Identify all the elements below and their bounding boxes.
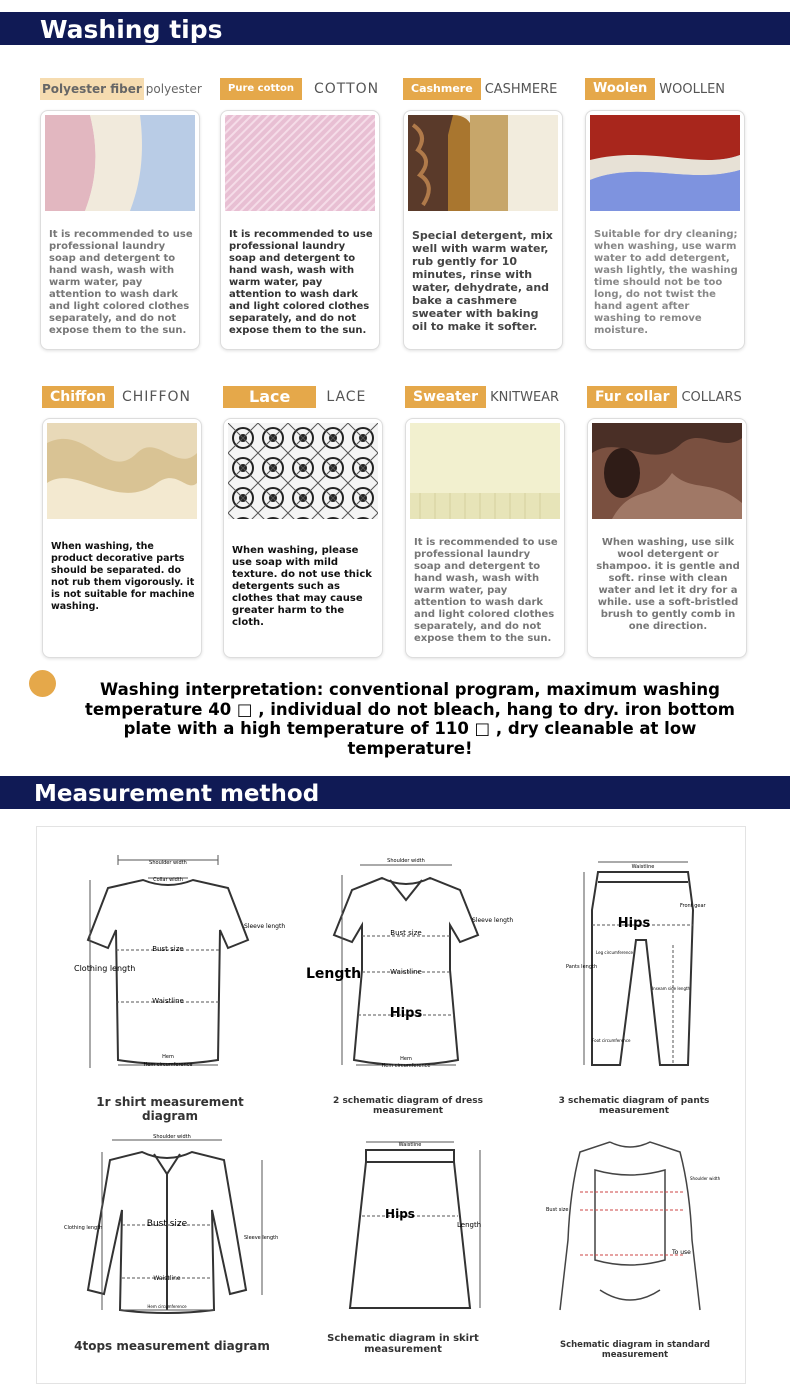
cotton-swatch-image (225, 115, 375, 211)
label-hem: Hem (400, 1056, 412, 1062)
lace-swatch-image (228, 423, 378, 519)
washing-tips-banner (0, 12, 790, 45)
label-hem: Hem (162, 1054, 174, 1060)
note-bullet-icon (29, 670, 56, 697)
label-hem-circumference: Hem circumference (381, 1063, 431, 1069)
fabric-tag: Fur collar (587, 386, 677, 408)
washing-interpretation: Washing interpretation: conventional program, maximum washing temperature 40 □ , individual do not bleach, hang to dry. iron bottom plate with a high temperature of 110 □ , dry cleanable at low temperature! (84, 680, 736, 758)
label-hem-circumference: Hem circumference (143, 1062, 193, 1068)
fur-swatch-image (592, 423, 742, 519)
label-sleeve: Sleeve length (244, 1235, 279, 1241)
label-waist: Waistline (398, 1142, 422, 1148)
fabric-en-name: CASHMERE (484, 81, 558, 97)
fabric-panel (587, 418, 747, 658)
diagram-caption: 2 schematic diagram of dress measurement (333, 1096, 483, 1116)
diagram-caption: Schematic diagram in skirt measurement (327, 1333, 479, 1355)
fabric-description: Special detergent, mix well with warm water, rub gently for 10 minutes, rinse with water, dehydrate, and bake a cashmere sweater with baking oil to make it softer. (412, 229, 553, 333)
label-bust: Bust size (146, 1219, 188, 1229)
fabric-tag: Cashmere (403, 78, 481, 100)
shirt-diagram (68, 850, 286, 1075)
cashmere-swatch-image (408, 115, 558, 211)
polyester-swatch-image (45, 115, 195, 211)
label-waist: Waistline (390, 968, 422, 976)
label-bust: Bust size (152, 945, 184, 953)
label-length: Length (306, 966, 362, 982)
skirt-diagram (320, 1130, 500, 1320)
chiffon-swatch-image (47, 423, 197, 519)
fabric-panel (223, 418, 383, 658)
dress-diagram (300, 850, 514, 1075)
fabric-en-name: COLLARS (681, 389, 742, 405)
fabric-panel (220, 110, 380, 350)
fabric-en-name: KNITWEAR (490, 389, 560, 405)
label-shoulder: Shoulder width (153, 1134, 191, 1140)
label-foot-circumference: Foot circumference (592, 1038, 631, 1043)
label-leg-circumference: Leg circumference (596, 950, 634, 955)
section-title: Measurement method (34, 781, 320, 807)
fabric-description: It is recommended to use professional laundry soap and detergent to hand wash, wash with warm water, pay attention to wash dark and light colored clothes separately, and do not expose them to the sun. (49, 229, 193, 336)
label-pants-length: Pants length (566, 964, 598, 970)
diagram-caption: 3 schematic diagram of pants measurement (558, 1096, 710, 1116)
fabric-tag: Chiffon (42, 386, 114, 408)
label-hips: Hips (617, 916, 651, 931)
measurement-banner (0, 776, 790, 809)
label-hips: Hips (389, 1006, 423, 1021)
label-sleeve: Sleeve length (472, 917, 514, 924)
fabric-tag: Sweater (405, 386, 486, 408)
label-bust: Bust size (546, 1207, 569, 1213)
fabric-description: When washing, please use soap with mild texture. do not use thick detergents such as clothes that may cause greater harm to the cloth. (232, 545, 372, 628)
diagram-caption: 1r shirt measurement diagram (96, 1095, 244, 1123)
sweater-swatch-image (410, 423, 560, 519)
fabric-description: It is recommended to use professional laundry soap and detergent to hand wash, wash with warm water, pay attention to wash dark and light colored clothes separately, and do not expose them to the sun. (414, 537, 558, 644)
label-collar: Collar width (153, 877, 183, 883)
fabric-panel (585, 110, 745, 350)
diagram-caption: 4tops measurement diagram (74, 1339, 270, 1353)
fabric-panel (403, 110, 563, 350)
label-bust: Bust size (390, 929, 422, 937)
label-waist: Waistline (152, 997, 184, 1005)
label-shoulder: Shoulder width (690, 1176, 721, 1181)
fabric-en-name: polyester (145, 82, 202, 96)
fabric-tag: Woolen (585, 78, 655, 100)
fabric-description: When washing, use silk wool detergent or shampoo. it is gentle and soft. rinse with clean water and let it dry for a while. use a soft-bristled brush to gently comb in one direction. (596, 537, 740, 632)
fabric-tag: Lace (223, 386, 316, 408)
fabric-en-name: LACE (326, 389, 367, 405)
label-hem-circumference: Hem circumference (147, 1304, 187, 1309)
woolen-swatch-image (590, 115, 740, 211)
fabric-tag: Polyester fiber (40, 78, 144, 100)
fabric-panel (42, 418, 202, 658)
label-shoulder: Shoulder width (387, 858, 425, 864)
fabric-description: Suitable for dry cleaning; when washing, use warm water to add detergent, wash lightly, the washing time should not be too long, do not twist the hand agent after washing to remove moisture. (594, 229, 738, 336)
label-length: Clothing length (74, 964, 136, 973)
label-inseam: Inseam side length (652, 986, 691, 991)
diagram-caption: Schematic diagram in standard measurement (559, 1340, 711, 1360)
fabric-en-name: CHIFFON (121, 389, 191, 405)
fabric-panel (40, 110, 200, 350)
fabric-panel (405, 418, 565, 658)
fabric-en-name: WOOLLEN (659, 81, 726, 97)
section-title: Washing tips (40, 15, 223, 44)
fabric-description: It is recommended to use professional laundry soap and detergent to hand wash, wash with warm water, pay attention to wash dark and light colored clothes separately, and do not expose them to the sun. (229, 229, 373, 336)
label-length: Clothing length (64, 1225, 103, 1231)
label-to-use: To use (672, 1249, 691, 1256)
fabric-en-name: COTTON (314, 81, 380, 97)
label-waist: Waistline (153, 1275, 181, 1282)
fabric-tag: Pure cotton (220, 78, 302, 100)
pants-diagram (548, 850, 728, 1075)
label-front-gear: Front gear (680, 903, 706, 909)
label-sleeve: Sleeve length (244, 923, 286, 930)
fabric-description: When washing, the product decorative parts should be separated. do not rub them vigorously. it is not suitable for machine washing. (51, 541, 195, 612)
label-waist: Waistline (631, 864, 655, 870)
label-shoulder: Shoulder width (149, 860, 187, 866)
tops-diagram (62, 1130, 279, 1325)
label-length: Length (457, 1221, 482, 1229)
label-hips: Hips (385, 1207, 415, 1221)
standard-diagram (540, 1130, 720, 1320)
